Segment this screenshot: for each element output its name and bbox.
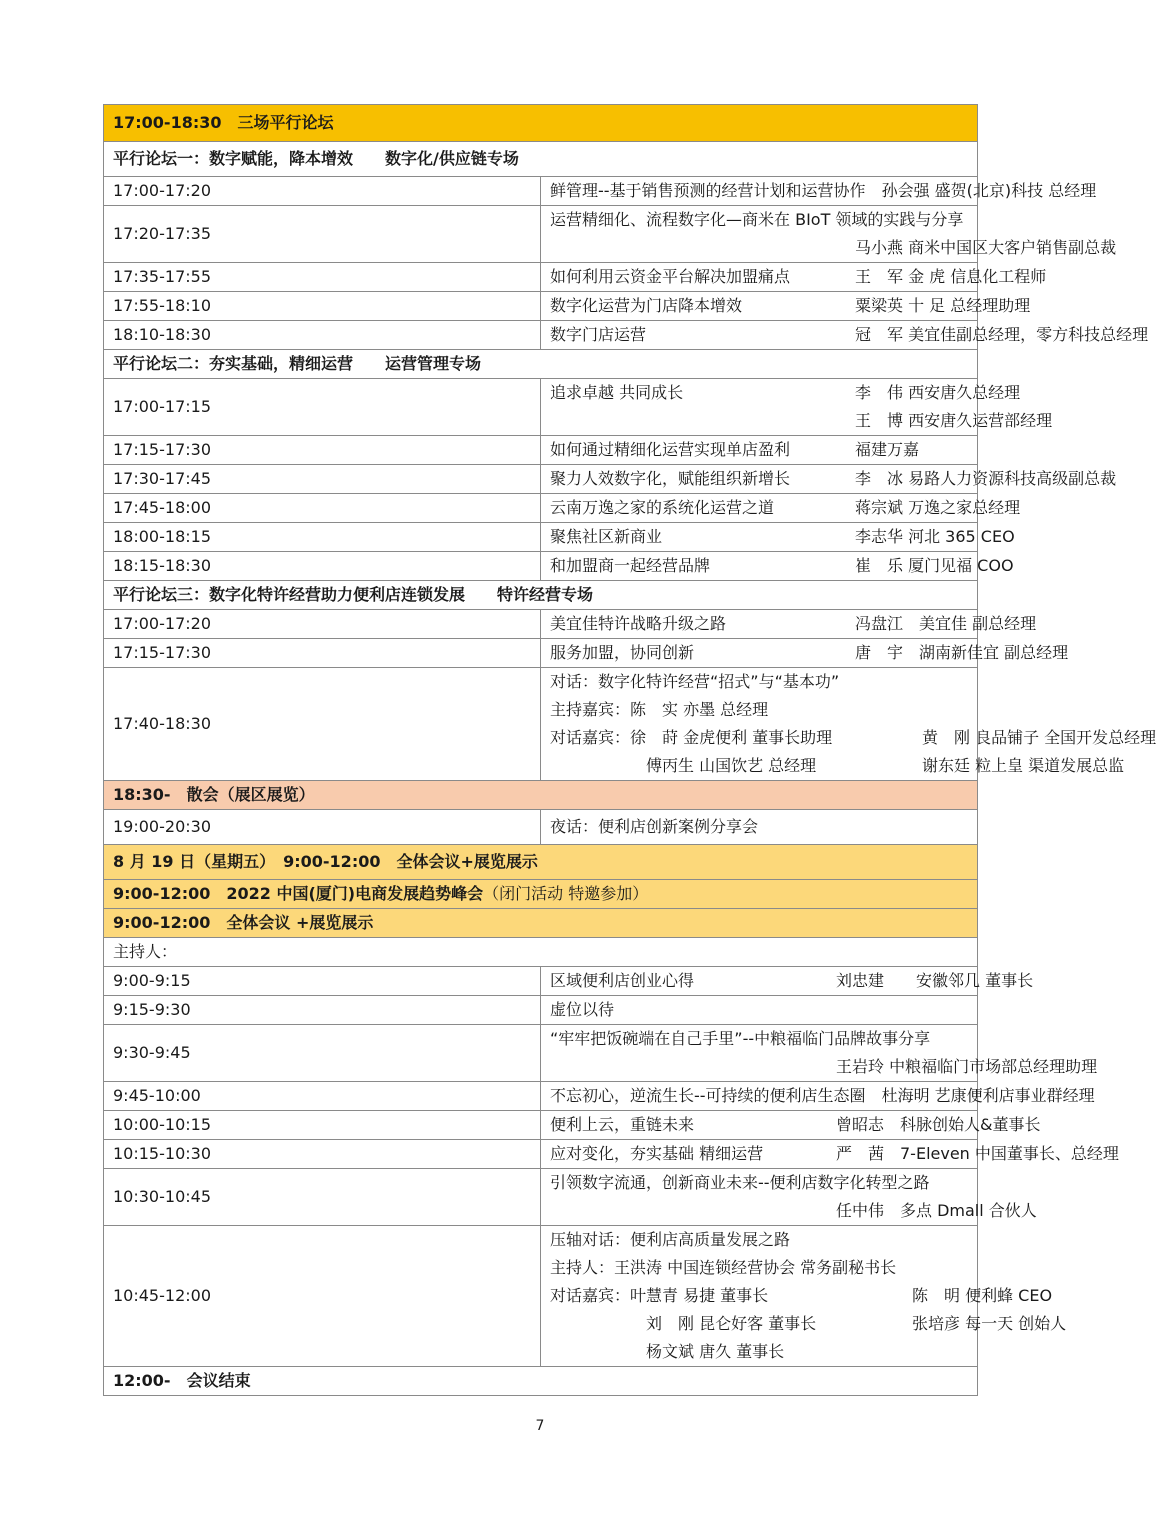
summit-row (104, 880, 978, 909)
topic-cell (541, 610, 1037, 639)
guest: 对话嘉宾：徐 莳 金虎便利 董事长助理 (550, 728, 833, 747)
speaker: 王岩玲 中粮福临门市场部总经理助理 (836, 1057, 1098, 1076)
topic: 引领数字流通，创新商业未来--便利店数字化转型之路 (550, 1173, 930, 1192)
time-cell: 10:00-10:15 (104, 1111, 541, 1140)
time-cell: 17:30-17:45 (104, 465, 541, 494)
host-row (104, 938, 978, 967)
topic: 数字门店运营 (550, 325, 647, 344)
time-cell: 9:00-9:15 (104, 967, 541, 996)
time-cell: 17:00-17:20 (104, 610, 541, 639)
guest: 傅丙生 山国饮艺 总经理 (646, 756, 817, 775)
table-row (104, 206, 978, 263)
topic-cell (541, 436, 978, 465)
table-row (104, 810, 978, 845)
time-cell: 19:00-20:30 (104, 810, 541, 845)
guest: 杨文斌 唐久 董事长 (646, 1342, 785, 1361)
closing-text: 12:00- 会议结束 (104, 1367, 978, 1396)
time-cell: 9:30-9:45 (104, 1025, 541, 1082)
topic: 区域便利店创业心得 (550, 971, 695, 990)
topic: 运营精细化、流程数字化—商米在 BIoT 领域的实践与分享 (550, 210, 964, 229)
time-cell: 18:10-18:30 (104, 321, 541, 350)
table-row (104, 465, 978, 494)
time-cell: 10:45-12:00 (104, 1226, 541, 1367)
dialogue-guests (550, 752, 1125, 780)
topic: 和加盟商一起经营品牌 (550, 556, 711, 575)
topic-cell (541, 465, 1117, 494)
speaker: 李 冰 易路人力资源科技高级副总裁 (855, 469, 1117, 488)
time-cell: 17:45-18:00 (104, 494, 541, 523)
topic-cell (541, 379, 1053, 436)
topic-cell (541, 967, 1034, 996)
speaker: 曾昭志 科脉创始人&董事长 (836, 1115, 1041, 1134)
time-cell: 17:55-18:10 (104, 292, 541, 321)
closing-text: 18:30- 散会（展区展览） (104, 781, 978, 810)
speaker: 冠 军 美宜佳副总经理，零方科技总经理 (855, 325, 1149, 344)
speaker: 任中伟 多点 Dmall 合伙人 (836, 1201, 1037, 1220)
topic: 鲜管理--基于销售预测的经营计划和运营协作 (550, 181, 866, 200)
topic-cell (541, 1025, 1098, 1082)
topic-cell (541, 639, 1069, 668)
time-cell: 17:15-17:30 (104, 436, 541, 465)
table-row (104, 1226, 978, 1367)
table-row (104, 1082, 978, 1111)
topic: 聚力人效数字化，赋能组织新增长 (550, 469, 791, 488)
table-row (104, 379, 978, 436)
speaker: 崔 乐 厦门见福 COO (855, 556, 1014, 575)
time-cell: 17:15-17:30 (104, 639, 541, 668)
time-cell: 18:15-18:30 (104, 552, 541, 581)
speaker: 王 军 金 虎 信息化工程师 (855, 267, 1047, 286)
topic-cell: 夜话：便利店创新案例分享会 (541, 810, 978, 845)
day-header-row (104, 845, 978, 880)
topic: 美宜佳特许战略升级之路 (550, 614, 727, 633)
topic: 追求卓越 共同成长 (550, 383, 684, 402)
table-row (104, 1169, 978, 1226)
summit-cell (104, 880, 978, 909)
schedule-table-container (103, 104, 1156, 1396)
table-row (104, 523, 978, 552)
table-row (104, 668, 978, 781)
forum-title-row (104, 581, 978, 610)
table-row (104, 321, 978, 350)
speaker: 刘忠建 安徽邻几 董事长 (836, 971, 1034, 990)
topic: 数字化运营为门店降本增效 (550, 296, 743, 315)
schedule-table (103, 104, 1156, 1396)
speaker: 蒋宗斌 万逸之家总经理 (855, 498, 1021, 517)
topic: 服务加盟，协同创新 (550, 643, 695, 662)
topic-cell (541, 292, 1031, 321)
time-cell: 18:00-18:15 (104, 523, 541, 552)
table-row (104, 1140, 978, 1169)
time-cell: 17:00-17:20 (104, 177, 541, 206)
table-row (104, 967, 978, 996)
speaker: 杜海明 艺康便利店事业群经理 (881, 1086, 1095, 1105)
day-header: 8 月 19 日（星期五） 9:00-12:00 全体会议+展览展示 (104, 845, 978, 880)
time-cell: 10:15-10:30 (104, 1140, 541, 1169)
plenary-header: 9:00-12:00 全体会议 +展览展示 (104, 909, 978, 938)
topic-line (550, 379, 1021, 407)
forum-title-row (104, 142, 978, 177)
summit-note: （闭门活动 特邀参加） (483, 884, 649, 903)
topic-cell (541, 1082, 1095, 1111)
table-row (104, 1111, 978, 1140)
time-cell: 17:40-18:30 (104, 668, 541, 781)
forum2-title: 平行论坛二：夯实基础，精细运营 运营管理专场 (104, 350, 978, 379)
session-header-row (104, 105, 978, 142)
topic: 云南万逸之家的系统化运营之道 (550, 498, 775, 517)
table-row (104, 292, 978, 321)
topic-cell (541, 668, 1156, 781)
topic: 如何通过精细化运营实现单店盈利 (550, 440, 791, 459)
topic-cell (541, 494, 1021, 523)
table-row (104, 177, 978, 206)
guest: 谢东廷 粒上皇 渠道发展总监 (922, 756, 1125, 775)
topic: 便利上云，重链未来 (550, 1115, 695, 1134)
table-row (104, 263, 978, 292)
topic-cell (541, 523, 1015, 552)
guest: 陈 明 便利蜂 CEO (912, 1286, 1053, 1305)
topic: 不忘初心，逆流生长--可持续的便利店生态圈 (550, 1086, 866, 1105)
time-cell: 17:00-17:15 (104, 379, 541, 436)
speaker: 唐 宇 湖南新佳宜 副总经理 (855, 643, 1069, 662)
host-cell: 主持人： (104, 938, 978, 967)
topic-cell (541, 206, 1117, 263)
guest: 黄 刚 良品铺子 全国开发总经理 (922, 728, 1156, 747)
dialogue-guests (550, 724, 1156, 752)
topic-cell: 虚位以待 (541, 996, 978, 1025)
topic-cell (541, 1140, 1119, 1169)
topic-cell (541, 1111, 1041, 1140)
speaker: 马小燕 商米中国区大客户销售副总裁 (855, 238, 1117, 257)
time-cell: 9:15-9:30 (104, 996, 541, 1025)
time-cell: 10:30-10:45 (104, 1169, 541, 1226)
table-row (104, 639, 978, 668)
summit-title: 2022 中国(厦门)电商发展趋势峰会 (226, 884, 484, 903)
forum3-title: 平行论坛三：数字化特许经营助力便利店连锁发展 特许经营专场 (104, 581, 978, 610)
dialogue-host: 主持人：王洪涛 中国连锁经营协会 常务副秘书长 (550, 1258, 897, 1277)
speaker: 王 博 西安唐久运营部经理 (855, 411, 1053, 430)
table-row (104, 1025, 978, 1082)
topic-cell (541, 1169, 1037, 1226)
topic-cell (541, 552, 1014, 581)
guest: 刘 刚 昆仑好客 董事长 (646, 1314, 817, 1333)
topic-cell (541, 1226, 1067, 1367)
forum-title-row (104, 350, 978, 379)
speaker: 福建万嘉 (855, 440, 920, 459)
session-header: 17:00-18:30 三场平行论坛 (104, 105, 978, 142)
time-cell: 17:20-17:35 (104, 206, 541, 263)
topic: 聚焦社区新商业 (550, 527, 663, 546)
closing-row (104, 1367, 978, 1396)
page-number: 7 (535, 1418, 545, 1434)
time-cell: 9:45-10:00 (104, 1082, 541, 1111)
table-row (104, 494, 978, 523)
speaker: 粟梁英 十 足 总经理助理 (855, 296, 1031, 315)
dialogue-title: 压轴对话：便利店高质量发展之路 (550, 1230, 791, 1249)
guest: 张培彦 每一天 创始人 (912, 1314, 1067, 1333)
topic: 如何利用云资金平台解决加盟痛点 (550, 267, 791, 286)
table-row (104, 610, 978, 639)
time-cell: 17:35-17:55 (104, 263, 541, 292)
speaker: 李志华 河北 365 CEO (855, 527, 1015, 546)
plenary-row (104, 909, 978, 938)
dialogue-guests (550, 1282, 1053, 1310)
dialogue-host: 主持嘉宾：陈 实 亦墨 总经理 (550, 700, 769, 719)
speaker: 冯盘江 美宜佳 副总经理 (855, 614, 1037, 633)
summit-time: 9:00-12:00 (113, 884, 211, 903)
topic: 应对变化，夯实基础 精细运营 (550, 1144, 764, 1163)
table-row (104, 436, 978, 465)
topic: “牢牢把饭碗端在自己手里”--中粮福临门品牌故事分享 (550, 1029, 931, 1048)
forum1-title: 平行论坛一：数字赋能，降本增效 数字化/供应链专场 (104, 142, 978, 177)
topic-cell (541, 321, 1149, 350)
topic-cell (541, 263, 1047, 292)
table-row (104, 552, 978, 581)
speaker: 李 伟 西安唐久总经理 (855, 383, 1021, 402)
table-row (104, 996, 978, 1025)
speaker: 孙会强 盛贺(北京)科技 总经理 (881, 181, 1097, 200)
topic-cell (541, 177, 1097, 206)
closing-row (104, 781, 978, 810)
speaker: 严 茜 7-Eleven 中国董事长、总经理 (836, 1144, 1119, 1163)
dialogue-guests (550, 1310, 1067, 1338)
guest: 对话嘉宾：叶慧青 易捷 董事长 (550, 1286, 769, 1305)
dialogue-title: 对话：数字化特许经营“招式”与“基本功” (550, 672, 840, 691)
